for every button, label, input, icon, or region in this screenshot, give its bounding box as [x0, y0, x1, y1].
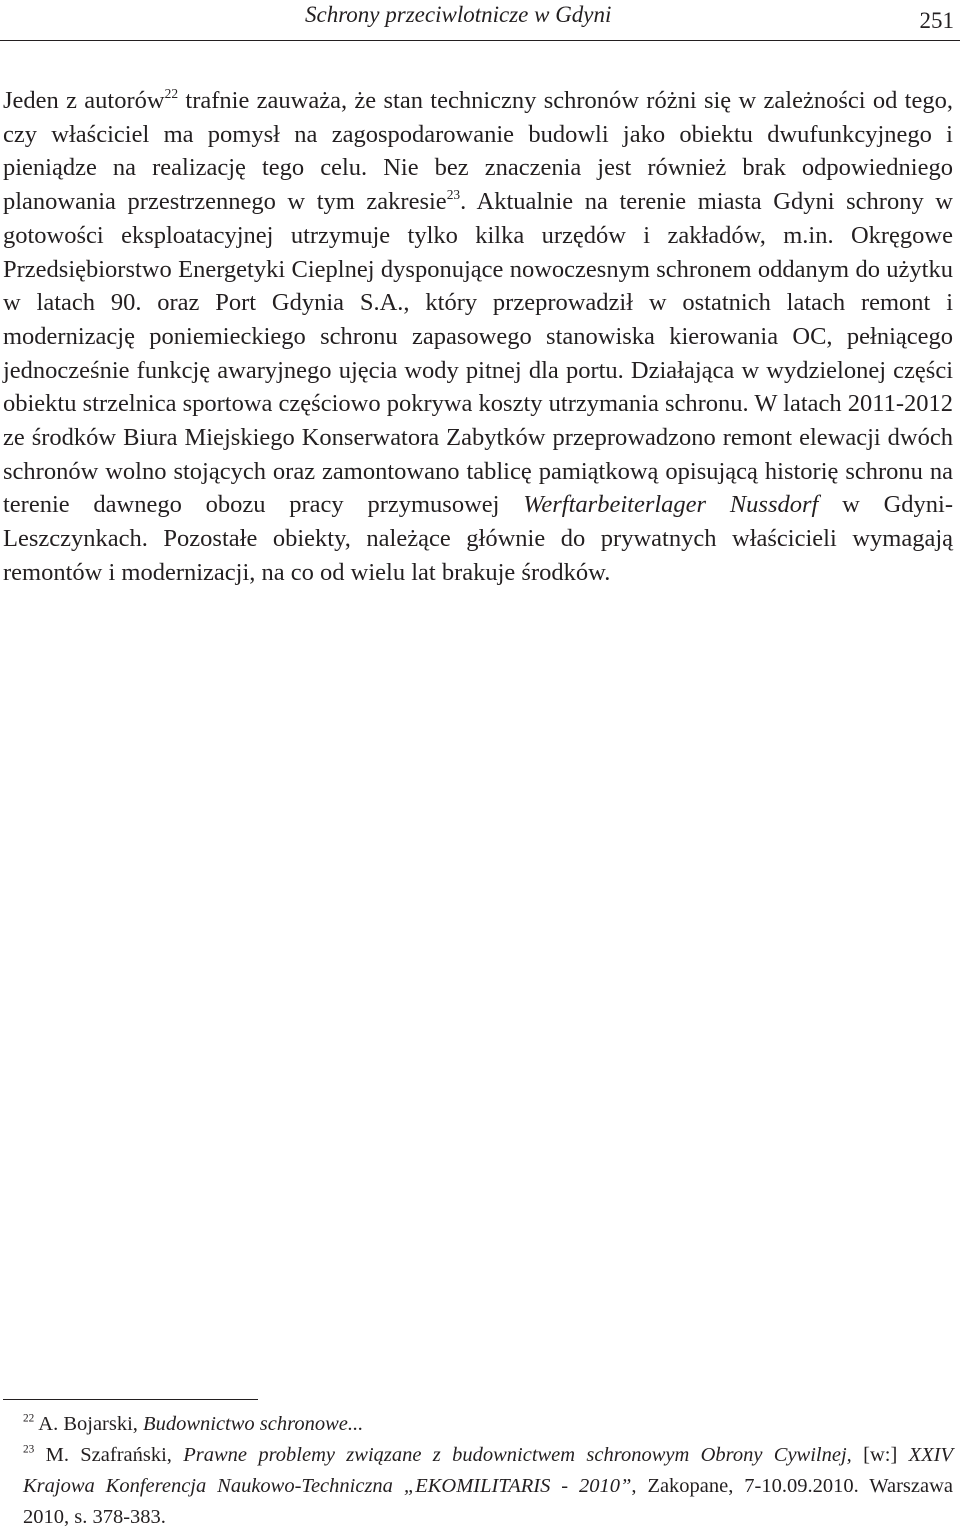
footnote-text: M. Szafrański, — [45, 1444, 184, 1466]
body-text-segment: w Gdyni-Leszczynkach. Pozostałe obiekty, należące głównie do prywatnych właścicieli wymagają remontów i modernizacji, na co od wielu lat brakuje środków. — [3, 491, 953, 586]
footnote-separator — [3, 1399, 258, 1400]
footnote-23 — [3, 1440, 953, 1533]
running-title: Schrony przeciwlotnicze w Gdyni — [305, 2, 612, 27]
body-paragraph — [3, 84, 953, 590]
footnote-italic: Prawne problemy związane z budownictwem schronowym Obrony Cywilnej, — [183, 1444, 852, 1466]
footnote-number: 23 — [23, 1443, 35, 1456]
footnote-ref-22[interactable]: 22 — [164, 85, 179, 101]
footnote-text: A. Bojarski, — [38, 1413, 144, 1435]
footnote-text: , Zakopane, 7-10.09.2010. Warszawa 2010, s. 378-383. — [23, 1475, 953, 1528]
footnotes — [3, 1409, 953, 1533]
footnote-22 — [3, 1409, 953, 1440]
body-text-segment: Jeden z autorów — [3, 87, 165, 114]
footnote-italic: XXIV Krajowa Konferencja Naukowo-Techniczna „EKOMILITARIS - 2010” — [23, 1444, 953, 1497]
footnote-italic: Budownictwo schronowe... — [143, 1413, 364, 1435]
header-rule — [0, 40, 960, 41]
footnote-number: 22 — [23, 1412, 35, 1425]
footnote-text: [w:] — [851, 1444, 909, 1466]
page-header — [0, 0, 960, 38]
footnote-ref-23[interactable]: 23 — [446, 187, 461, 203]
page-number: 251 — [919, 8, 954, 33]
body-text-segment: . Aktualnie na terenie miasta Gdyni schrony w gotowości eksploatacyjnej utrzymuje tylko kilka urzędów i zakładów, m.in. Okręgowe Przedsiębiorstwo Energetyki Cieplnej dysponujące nowoczesnym schronem oddanym do użytku w latach 90. oraz Port Gdynia S.A., który przeprowadził w ostatnich latach remont i modernizację poniemieckiego schronu zapasowego stanowiska kierowania OC, pełniącego jednocześnie funkcję awaryjnego ujęcia wody pitnej dla portu. Działająca w wydzielonej części obiektu strzelnica sportowa częściowo pokrywa koszty utrzymania schronu. W latach 2011-2012 ze środków Biura Miejskiego Konserwatora Zabytków przeprowadzono remont elewacji dwóch schronów wolno stojących oraz zamontowano tablicę pamiątkową opisującą historię schronu na terenie dawnego obozu pracy przymusowej — [3, 188, 954, 519]
italic-term: Werftarbeiterlager Nussdorf — [523, 491, 819, 519]
body-text-segment: trafnie zauważa, że stan techniczny schronów różni się w zależności od tego, czy właściciel ma pomysł na zagospodarowanie budowli jako obiektu dwufunkcyjnego i pieniądze na realizację tego celu. Nie bez znaczenia jest również brak odpowiedniego planowania przestrzennego w tym zakresie — [3, 87, 953, 216]
